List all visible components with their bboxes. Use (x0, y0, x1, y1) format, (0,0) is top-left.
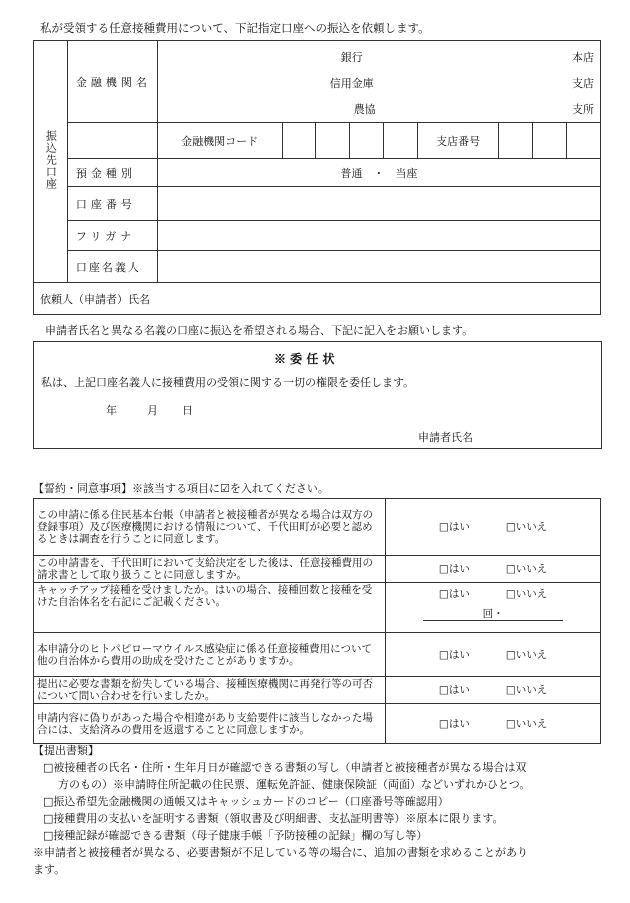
no-checkbox[interactable]: □いいえ (505, 684, 548, 696)
submit-item[interactable]: □接種費用の支払いを証明する書類（領収書及び明細書、支払証明書等）※原本に限ります。 (43, 812, 504, 825)
submit-header: 【提出書類】 (33, 744, 99, 757)
oath-answer[interactable] (386, 556, 601, 583)
branch-type-2: 支店 (572, 77, 594, 90)
oath-item: 提出に必要な書類を紛失している場合、接種医療機関に再発行等の可否について問い合わせを行いましたか。 (34, 677, 386, 704)
account-number-field[interactable] (157, 187, 600, 221)
oath-item: この申請に係る住民基本台帳（申請者と被接種者が異なる場合は双方の登録事項）及び医療機関における情報について、千代田町が必要と認めるときは調査を行うことに同意します。 (34, 499, 386, 556)
oath-header: 【誓約・同意事項】※該当する項目に☑を入れてください。 (33, 482, 329, 495)
submit-item[interactable]: □被接種者の氏名・住所・生年月日が確認できる書類の写し（申請者と被接種者が異なる場合は双 (43, 761, 527, 774)
oath-answer[interactable] (386, 704, 601, 744)
date-year: 年 (106, 404, 117, 417)
oath-answer[interactable] (386, 677, 601, 704)
no-checkbox[interactable]: □いいえ (505, 648, 548, 661)
submit-item-cont: 方のもの）※申請時住所記載の住民票、運転免許証、健康保険証（両面）などいずれかひとつ。 (58, 778, 531, 791)
bank-code-digit[interactable] (282, 123, 316, 159)
oath-table (33, 498, 601, 744)
submit-note-cont: ます。 (33, 863, 66, 876)
bank-name-field[interactable] (157, 41, 600, 123)
bank-name-label: 金融機関名 (67, 41, 157, 123)
bank-type-1: 銀行 (340, 51, 363, 64)
oath-item: 本申請分のヒトパピローマウイルス感染症に係る任意接種費用について他の自治体から費用の助成を受けたことがありますか。 (34, 633, 386, 677)
oath-answer[interactable] (386, 583, 601, 633)
oath-item: キャッチアップ接種を受けましたか。はいの場合、接種回数と接種を受けた自治体名を右記にご記載ください。 (34, 583, 386, 633)
bank-code-digit[interactable] (384, 123, 418, 159)
delegation-box (33, 341, 602, 449)
branch-type-3: 支所 (572, 103, 594, 116)
yes-checkbox[interactable]: □はい (438, 717, 470, 730)
oath-item: この申請書を、千代田町において支給決定をした後は、任意接種費用の請求書として取り扱うことに同意しますか。 (34, 556, 386, 583)
account-section-label: 振込先口座 (34, 41, 68, 283)
delegation-body: 私は、上記口座名義人に接種費用の受領に関する一切の権限を委任します。 (41, 376, 415, 389)
branch-no-label: 支店番号 (417, 123, 498, 159)
times-label: 回・ (482, 608, 504, 620)
requester-name-label: 依頼人（申請者）氏名 (40, 292, 150, 306)
account-holder-label: 口座名義人 (67, 251, 157, 283)
account-number-label: 口座番号 (67, 187, 157, 221)
no-checkbox[interactable]: □いいえ (505, 563, 548, 575)
account-table (33, 40, 601, 315)
oath-answer[interactable] (386, 499, 601, 556)
intro-text: 私が受領する任意接種費用について、下記指定口座への振込を依頼します。 (40, 21, 430, 35)
delegation-note: 申請者氏名と異なる名義の口座に振込を希望される場合、下記に記入をお願いします。 (45, 324, 474, 337)
yes-checkbox[interactable]: □はい (438, 684, 470, 696)
yes-checkbox[interactable]: □はい (438, 588, 470, 600)
yes-checkbox[interactable]: □はい (438, 521, 470, 533)
no-checkbox[interactable]: □いいえ (505, 717, 548, 730)
bank-code-digit[interactable] (316, 123, 350, 159)
branch-no-digit[interactable] (567, 123, 601, 159)
no-checkbox[interactable]: □いいえ (505, 588, 548, 600)
delegation-title: ※ 委 任 状 (274, 352, 335, 366)
requester-name-field[interactable] (34, 283, 601, 315)
no-checkbox[interactable]: □いいえ (505, 521, 548, 533)
account-holder-field[interactable] (157, 251, 600, 283)
deposit-type-options[interactable]: 普通 ・ 当座 (157, 159, 600, 187)
times-field[interactable] (423, 608, 563, 621)
furigana-label: フリガナ (67, 221, 157, 251)
signer-label: 申請者氏名 (418, 431, 473, 444)
deposit-type-label: 預金種別 (67, 159, 157, 187)
bank-type-2: 信用金庫 (329, 77, 374, 90)
bank-type-3: 農協 (353, 103, 376, 116)
yes-checkbox[interactable]: □はい (438, 563, 470, 575)
bank-code-digit[interactable] (350, 123, 384, 159)
branch-type-1: 本店 (572, 51, 594, 64)
submit-item[interactable]: □接種記録が確認できる書類（母子健康手帳「予防接種の記録」欄の写し等） (43, 829, 428, 842)
submit-item[interactable]: □振込希望先金融機関の通帳又はキャッシュカードのコピー（口座番号等確認用） (43, 795, 449, 808)
oath-item: 申請内容に偽りがあった場合や相違があり支給要件に該当しなかった場合には、支給済みの費用を返還することに同意しますか。 (34, 704, 386, 744)
submit-note: ※申請者と被接種者が異なる、必要書類が不足している等の場合に、追加の書類を求めることがあり (33, 846, 528, 859)
branch-no-digit[interactable] (533, 123, 567, 159)
date-day: 日 (182, 404, 193, 417)
oath-answer[interactable] (386, 633, 601, 677)
furigana-field[interactable] (157, 221, 600, 251)
branch-no-digit[interactable] (499, 123, 533, 159)
bank-code-label: 金融機関コード (157, 123, 282, 159)
date-month: 月 (147, 404, 158, 417)
yes-checkbox[interactable]: □はい (438, 648, 470, 661)
